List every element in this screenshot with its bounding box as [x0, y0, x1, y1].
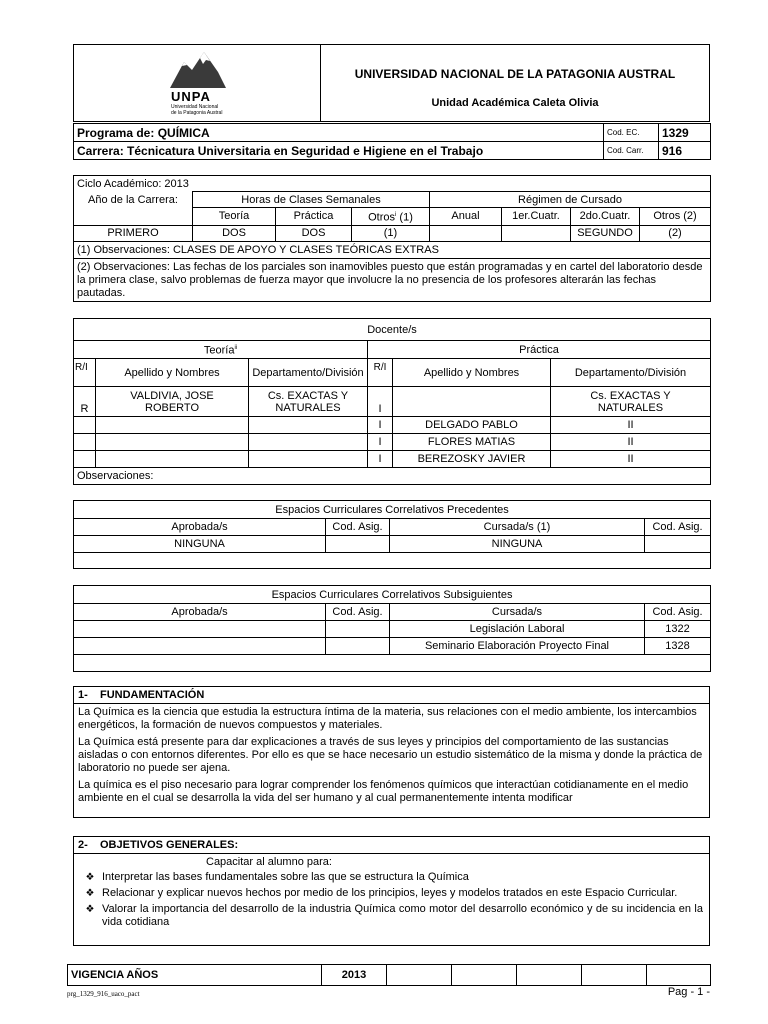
subsiguiente-cod: 1328: [645, 638, 711, 655]
docente-ri: I: [368, 451, 393, 468]
row-segundo: SEGUNDO: [571, 225, 640, 241]
observaciones-2: (2) Observaciones: Las fechas de los parciales son inamovibles puesto que están programadas y en cartel del laboratorio desde la primera clase, salvo problemas de fuerza mayor que involucre la no presencia de los profesores alterarán las fechas pautadas.: [74, 258, 711, 301]
vigencia-year: 2013: [322, 965, 387, 986]
primer-cuatr-header: 1er.Cuatr.: [502, 208, 571, 226]
precedentes-table: [73, 500, 711, 569]
docente-ri: I: [368, 434, 393, 451]
cod-ec-value: 1329: [659, 124, 711, 142]
subsiguientes-empty-row: [74, 655, 711, 672]
precedentes-cod-value: [326, 536, 390, 553]
precedentes-cursada-header: Cursada/s (1): [390, 519, 645, 536]
objetivos-section: [73, 836, 710, 946]
cod-ec-label: Cod. EC.: [604, 124, 659, 142]
university-name: UNIVERSIDAD NACIONAL DE LA PATAGONIA AUSTRAL: [354, 67, 676, 81]
table-row-cell: [326, 638, 390, 655]
vigencia-label: VIGENCIA AÑOS: [68, 965, 322, 986]
cod-carr-label: Cod. Carr.: [604, 142, 659, 160]
docente-ri: I: [368, 417, 393, 434]
program-table: [73, 123, 711, 160]
table-row-cell: [74, 417, 96, 434]
vigencia-cell: [582, 965, 647, 986]
table-row-cell: [326, 621, 390, 638]
docentes-observaciones: Observaciones:: [74, 468, 711, 485]
subsiguientes-cod-header: Cod. Asig.: [326, 604, 390, 621]
otros1-header: Otros$^i$ (1): [352, 208, 430, 226]
depto-header: Departamento/División: [249, 359, 368, 387]
fundamentacion-body: [74, 704, 709, 805]
practica-title: Práctica: [368, 341, 711, 359]
precedentes-title: Espacios Curriculares Correlativos Precedentes: [74, 501, 711, 519]
subsiguiente-cod: 1322: [645, 621, 711, 638]
subsiguientes-cursada-header: Cursada/s: [390, 604, 645, 621]
objetivo-text: Relacionar y explicar nuevos hechos por medio de los principios, leyes y modelos tratados en este Espacio Curricular.: [102, 887, 678, 899]
docentes-table: [73, 318, 711, 485]
docente-row-t-dep: Cs. EXACTAS Y NATURALES: [249, 387, 368, 417]
docente-name: DELGADO PABLO: [393, 417, 551, 434]
logo-mountain-icon: [170, 50, 226, 88]
list-item: [78, 871, 703, 884]
diamond-bullet-icon: ❖: [85, 888, 95, 899]
docente-dep: II: [551, 417, 711, 434]
page-number: Pag - 1 -: [667, 986, 710, 998]
apellido-header: Apellido y Nombres: [96, 359, 249, 387]
table-row-cell: [249, 434, 368, 451]
subsiguientes-aprobada-header: Aprobada/s: [74, 604, 326, 621]
table-row-cell: [96, 451, 249, 468]
diamond-bullet-icon: ❖: [85, 872, 95, 883]
objetivos-heading: 2- OBJETIVOS GENERALES:: [74, 837, 709, 854]
precedentes-cursada-value: NINGUNA: [390, 536, 645, 553]
cod-carr-value: 916: [659, 142, 711, 160]
logo-sub-1: Universidad Nacional: [171, 104, 219, 110]
practica-header: Práctica: [276, 208, 352, 226]
ri-header-practica: R/I: [368, 359, 393, 387]
docente-row-t-name: VALDIVIA, JOSE ROBERTO: [96, 387, 249, 417]
list-item: [78, 887, 703, 900]
table-row-cell: [249, 451, 368, 468]
fundamentacion-heading: 1- FUNDAMENTACIÓN: [74, 687, 709, 704]
table-row-cell: [74, 434, 96, 451]
table-row-cell: [74, 451, 96, 468]
docente-row-t-ri: R: [74, 387, 96, 417]
table-row-cell: [96, 434, 249, 451]
precedentes-empty-row: [74, 553, 711, 569]
row-practica: DOS: [276, 225, 352, 241]
fundamentacion-p3: La química es el piso necesario para lograr comprender los fenómenos químicos que interactúan cotidianamente en el medio ambiente en el cual se desarrolla la vida del ser humano y al cual permanentemente intenta modificar: [78, 779, 689, 804]
segundo-cuatr-header: 2do.Cuatr.: [571, 208, 640, 226]
subsiguiente-cursada: Legislación Laboral: [390, 621, 645, 638]
fundamentacion-section: [73, 686, 710, 818]
precedentes-aprobada-header: Aprobada/s: [74, 519, 326, 536]
academic-unit: Unidad Académica Caleta Olivia: [431, 97, 599, 109]
anio-label: Año de la Carrera:: [74, 192, 193, 208]
apellido-header-practica: Apellido y Nombres: [393, 359, 551, 387]
table-row-cell: [74, 621, 326, 638]
fundamentacion-p2: La Química está presente para dar explicaciones a través de sus leyes y principios del comportamiento de las sustancias aisladas o con entornos diferentes. Por ello es que se hace necesario un estudio sistemático de la misma y donde la práctica de laboratorio no puede ser ajena.: [78, 736, 703, 774]
docente-dep: II: [551, 451, 711, 468]
row-anio: PRIMERO: [74, 225, 193, 241]
vigencia-cell: [387, 965, 452, 986]
table-row-cell: [74, 638, 326, 655]
file-name: prg_1329_916_uaco_pact: [67, 990, 140, 998]
teoria-title: Teoría$^{ii}$: [74, 341, 368, 359]
docente-name: FLORES MATIAS: [393, 434, 551, 451]
row-primer: [502, 225, 571, 241]
list-item: [78, 903, 703, 929]
horas-label: Horas de Clases Semanales: [193, 192, 430, 208]
vigencia-cell: [517, 965, 582, 986]
precedentes-cod2-value: [645, 536, 711, 553]
row-teoria: DOS: [193, 225, 276, 241]
observaciones-1: (1) Observaciones: CLASES DE APOYO Y CLASES TEÓRICAS EXTRAS: [74, 241, 711, 258]
logo-block: [74, 45, 321, 121]
teoria-header: Teoría: [193, 208, 276, 226]
carrera-label: Carrera: Técnicatura Universitaria en Seguridad e Higiene en el Trabajo: [74, 142, 604, 160]
docente-row-p-ri: I: [368, 387, 393, 417]
row-otros2: (2): [640, 225, 711, 241]
precedentes-aprobada-value: NINGUNA: [74, 536, 326, 553]
depto-header-practica: Departamento/División: [551, 359, 711, 387]
programa-label: Programa de: QUÍMICA: [74, 124, 604, 142]
blank-cell: [74, 208, 193, 226]
header-box: [73, 44, 710, 122]
vigencia-cell: [452, 965, 517, 986]
fundamentacion-p1: La Química es la ciencia que estudia la estructura íntima de la materia, sus relaciones con el medio ambiente, los intercambios energéticos, la formación de nuevos compuestos y materiales.: [78, 706, 697, 731]
subsiguiente-cursada: Seminario Elaboración Proyecto Final: [390, 638, 645, 655]
row-anual: [430, 225, 502, 241]
objetivos-intro: Capacitar al alumno para:: [206, 856, 332, 868]
precedentes-cod2-header: Cod. Asig.: [645, 519, 711, 536]
objetivos-body: [74, 854, 709, 929]
subsiguientes-table: [73, 585, 711, 672]
otros2-header: Otros (2): [640, 208, 711, 226]
subsiguientes-title: Espacios Curriculares Correlativos Subsiguientes: [74, 586, 711, 604]
ciclo-table: [73, 175, 711, 302]
precedentes-cod-header: Cod. Asig.: [326, 519, 390, 536]
docente-name: BEREZOSKY JAVIER: [393, 451, 551, 468]
regimen-label: Régimen de Cursado: [430, 192, 711, 208]
ciclo-label: Ciclo Académico: 2013: [74, 176, 711, 192]
docente-dep: II: [551, 434, 711, 451]
docentes-title: Docente/s: [74, 319, 711, 341]
docente-row-p-dep: Cs. EXACTAS Y NATURALES: [551, 387, 711, 417]
row-otros1: (1): [352, 225, 430, 241]
logo-text: UNPA: [171, 89, 211, 104]
anual-header: Anual: [430, 208, 502, 226]
logo-sub-2: de la Patagonia Austral: [171, 110, 223, 116]
table-row-cell: [249, 417, 368, 434]
vigencia-cell: [647, 965, 711, 986]
table-row-cell: [96, 417, 249, 434]
objetivo-text: Valorar la importancia del desarrollo de la industria Química como motor del desarrollo económico y de su incidencia en la vida cotidiana: [102, 903, 703, 928]
objetivo-text: Interpretar las bases fundamentales sobre las que se estructura la Química: [102, 871, 469, 883]
diamond-bullet-icon: ❖: [85, 904, 95, 915]
docente-row-p-name: [393, 387, 551, 417]
subsiguientes-cod2-header: Cod. Asig.: [645, 604, 711, 621]
ri-header: R/I: [74, 359, 96, 387]
vigencia-table: [67, 964, 711, 986]
